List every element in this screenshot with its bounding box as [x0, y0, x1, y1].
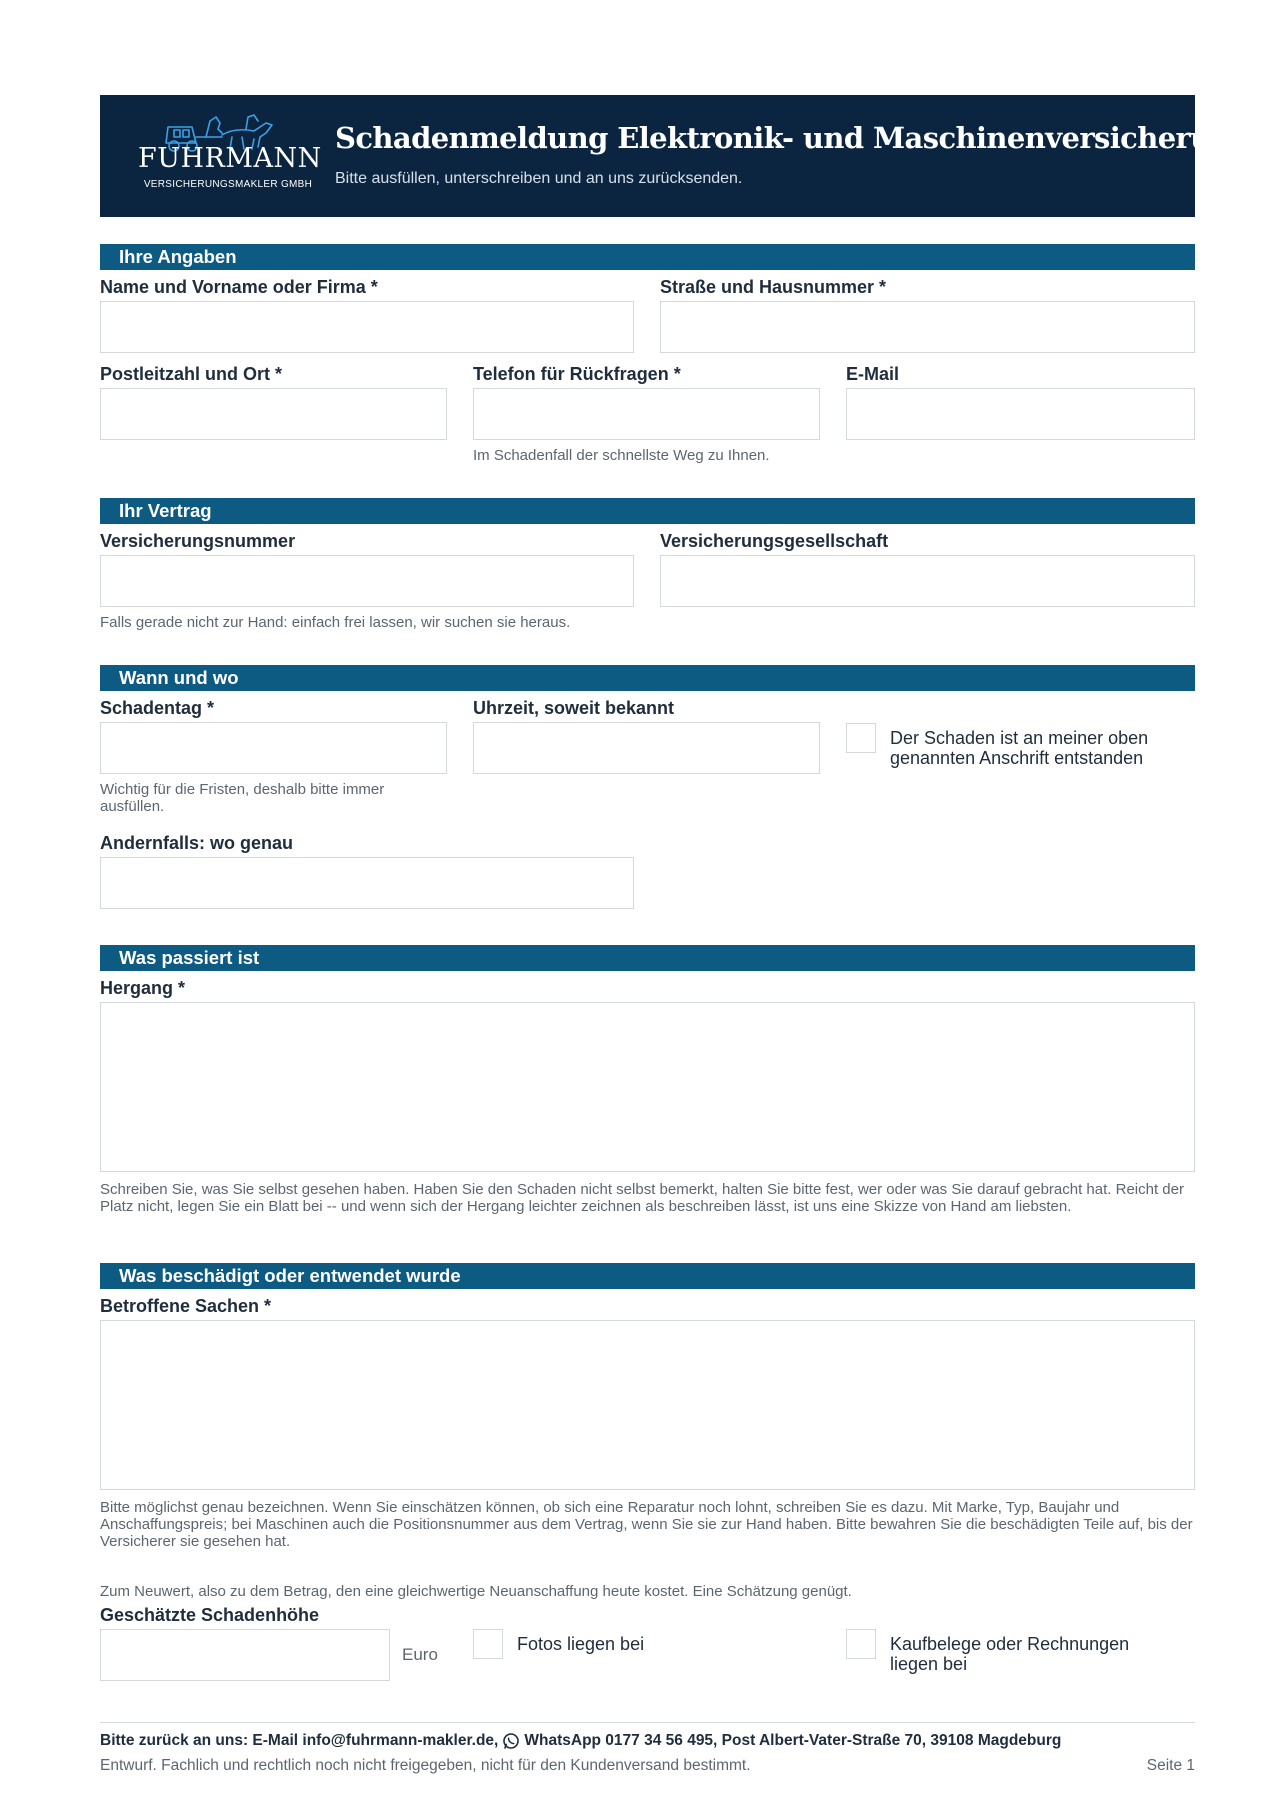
- own-address-checkbox-label: Der Schaden ist an meiner oben genannten Anschrift entstanden: [890, 728, 1149, 768]
- insurer-field[interactable]: [660, 555, 1195, 607]
- amount-label: Geschätzte Schadenhöhe: [100, 1605, 320, 1625]
- location-field[interactable]: [100, 857, 634, 909]
- section-contract-title: Ihr Vertrag: [100, 498, 1195, 524]
- street-label: Straße und Hausnummer *: [660, 277, 887, 297]
- page-title: Schadenmeldung Elektronik- und Maschinenversicherung: [335, 121, 1251, 155]
- section-damaged-title: Was beschädigt oder entwendet wurde: [100, 1263, 1195, 1289]
- page-subtitle: Bitte ausfüllen, unterschreiben und an uns zurücksenden.: [335, 170, 743, 187]
- email-label: E-Mail: [846, 364, 900, 384]
- own-address-checkbox[interactable]: [846, 723, 876, 753]
- damage-date-field[interactable]: [100, 722, 447, 774]
- damage-date-label: Schadentag *: [100, 698, 215, 718]
- location-label: Andernfalls: wo genau: [100, 833, 294, 853]
- affected-items-label: Betroffene Sachen *: [100, 1296, 272, 1316]
- logo-subline: VERSICHERUNGSMAKLER GMBH: [143, 179, 313, 190]
- document-header: [100, 95, 1251, 217]
- footer-draft-note: Entwurf. Fachlich und rechtlich noch nicht freigegeben, nicht für den Kundenversand bestimmt.: [100, 1757, 751, 1774]
- name-label: Name und Vorname oder Firma *: [100, 277, 378, 297]
- receipts-checkbox[interactable]: [846, 1629, 876, 1659]
- street-field[interactable]: [660, 301, 1195, 353]
- insurer-label: Versicherungsgesellschaft: [660, 531, 889, 551]
- damage-time-label: Uhrzeit, soweit bekannt: [473, 698, 675, 718]
- footer-contact-email[interactable]: Bitte zurück an uns: E-Mail info@fuhrmann-makler.de,: [100, 1732, 499, 1749]
- amount-field[interactable]: [100, 1629, 390, 1681]
- company-logo: [132, 113, 322, 203]
- phone-label: Telefon für Rückfragen *: [473, 364, 681, 384]
- receipts-checkbox-label: Kaufbelege oder Rechnungen liegen bei: [890, 1634, 1130, 1674]
- zip-city-label: Postleitzahl und Ort *: [100, 364, 283, 384]
- section-when-where-title: Wann und wo: [100, 665, 1195, 691]
- amount-hint: Zum Neuwert, also zu dem Betrag, den eine gleichwertige Neuanschaffung heute kostet. Eine Schätzung genügt.: [100, 1583, 852, 1600]
- course-label: Hergang *: [100, 978, 186, 998]
- photos-checkbox[interactable]: [473, 1629, 503, 1659]
- section-personal-title: Ihre Angaben: [100, 244, 1195, 270]
- email-field[interactable]: [846, 388, 1195, 440]
- policy-number-label: Versicherungsnummer: [100, 531, 296, 551]
- affected-items-hint: Bitte möglichst genau bezeichnen. Wenn Sie einschätzen können, ob sich eine Reparatur noch lohnt, schreiben Sie es dazu. Mit Marke, Typ, Baujahr und Anschaffungspreis; bei Maschinen auch die Positionsnummer aus dem Vertrag, wenn Sie sie zur Hand haben. Bitte bewahren Sie die beschädigten Teile auf, bis der Versicherer sie gesehen hat.: [100, 1499, 1193, 1550]
- zip-city-field[interactable]: [100, 388, 447, 440]
- name-field[interactable]: [100, 301, 634, 353]
- amount-unit: Euro: [402, 1645, 438, 1664]
- course-hint: Schreiben Sie, was Sie selbst gesehen haben. Haben Sie den Schaden nicht selbst bemerkt, halten Sie bitte fest, wer oder was Sie darauf gebracht hat. Reicht der Platz nicht, legen Sie ein Blatt bei -- und wenn sich der Hergang leichter zeichnen als beschreiben lässt, ist uns eine Skizze von Hand am liebsten.: [100, 1181, 1184, 1215]
- course-textarea[interactable]: [100, 1002, 1195, 1172]
- phone-hint: Im Schadenfall der schnellste Weg zu Ihnen.: [473, 447, 770, 464]
- whatsapp-icon: [502, 1732, 520, 1750]
- policy-number-field[interactable]: [100, 555, 634, 607]
- damage-date-hint: Wichtig für die Fristen, deshalb bitte immer ausfüllen.: [100, 781, 385, 815]
- section-what-happened-title: Was passiert ist: [100, 945, 1195, 971]
- photos-checkbox-label: Fotos liegen bei: [517, 1634, 645, 1654]
- logo-wordmark: FUHRMANN: [138, 143, 322, 174]
- footer-contact: [100, 1732, 1061, 1750]
- footer-contact-rest: WhatsApp 0177 34 56 495, Post Albert-Vater-Straße 70, 39108 Magdeburg: [524, 1732, 1062, 1749]
- page-number: Seite 1: [1146, 1757, 1195, 1774]
- footer-divider: [100, 1722, 1195, 1723]
- contract-hint: Falls gerade nicht zur Hand: einfach frei lassen, wir suchen sie heraus.: [100, 614, 571, 631]
- damage-time-field[interactable]: [473, 722, 820, 774]
- phone-field[interactable]: [473, 388, 820, 440]
- affected-items-textarea[interactable]: [100, 1320, 1195, 1490]
